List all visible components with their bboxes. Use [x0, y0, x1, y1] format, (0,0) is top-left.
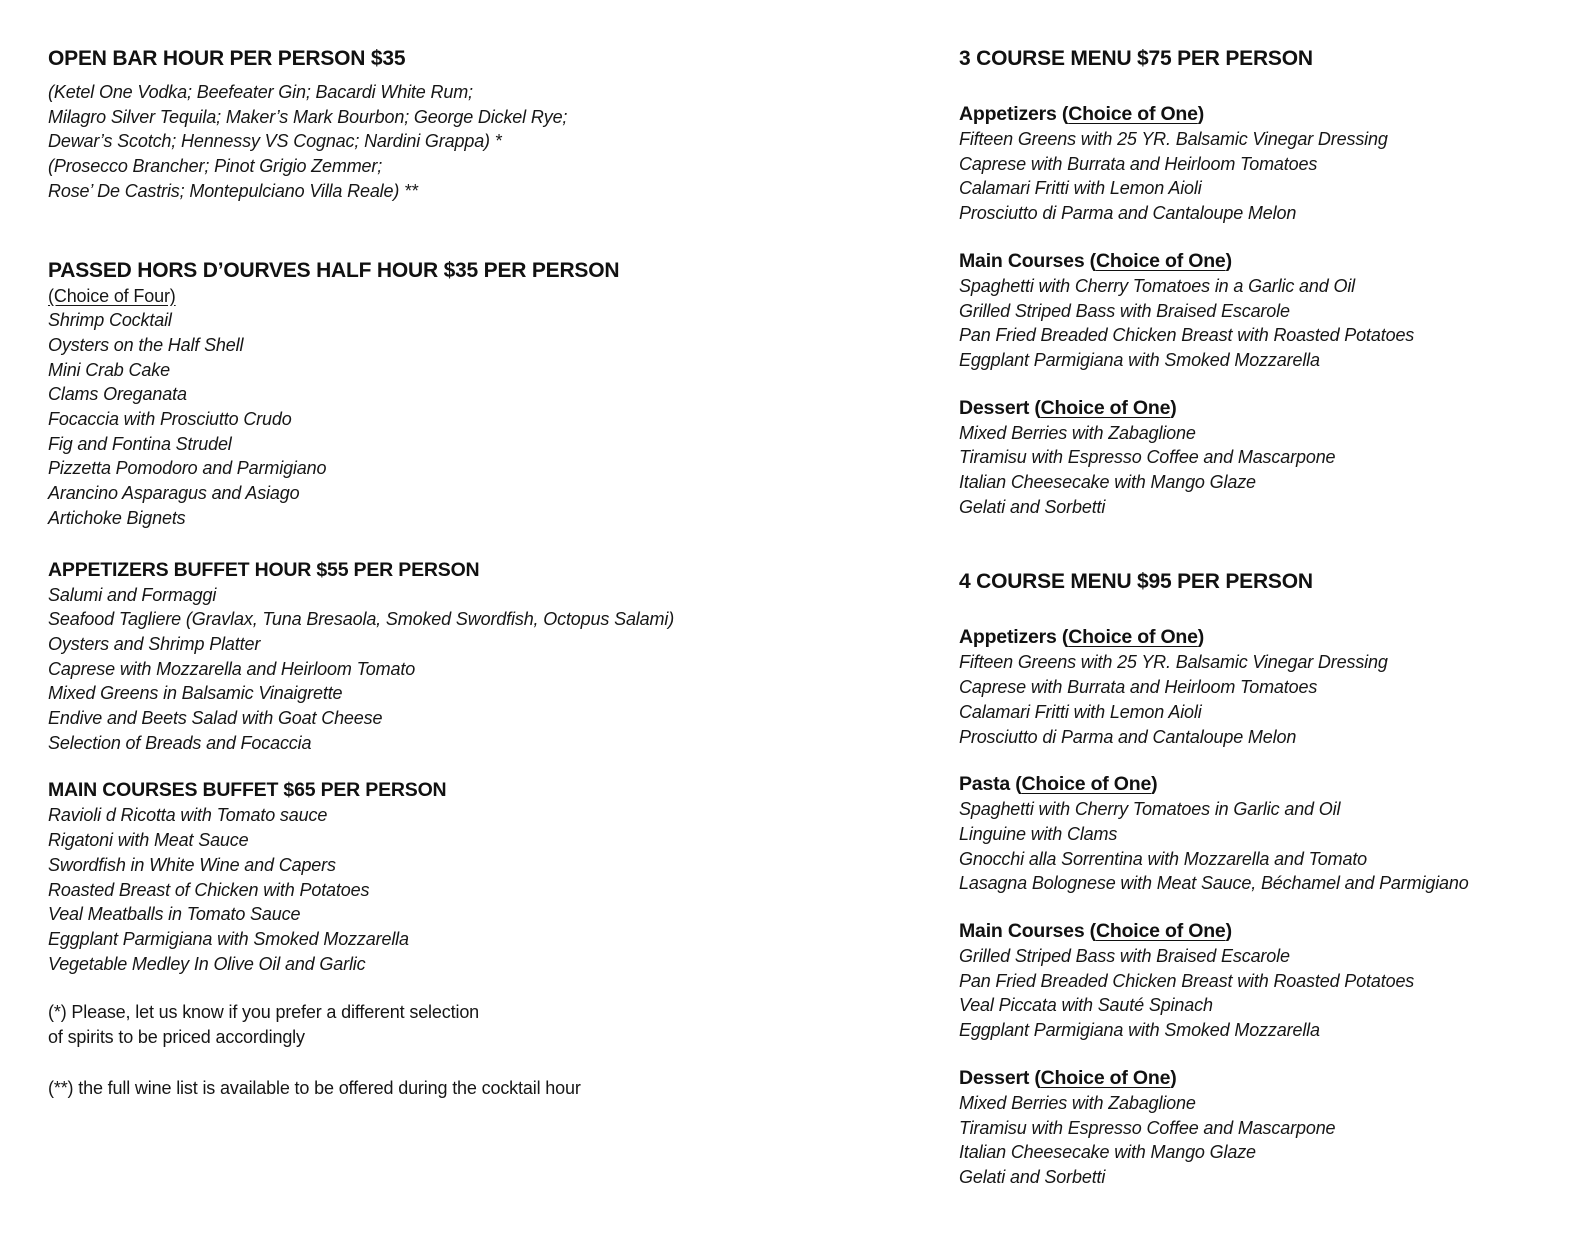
menu-item: Rigatoni with Meat Sauce	[48, 830, 249, 851]
main-courses-buffet-items	[48, 803, 928, 976]
course-pasta	[959, 771, 1559, 896]
course-items	[959, 797, 1559, 896]
menu-item: Eggplant Parmigiana with Smoked Mozzarella	[959, 1020, 1320, 1041]
menu-item: Mixed Berries with Zabaglione	[959, 1092, 1196, 1113]
course-title-suffix: )	[1151, 773, 1158, 796]
course-title-choice: Choice of One	[1021, 773, 1152, 796]
course-title-suffix: )	[1197, 626, 1205, 649]
course-title-prefix: Appetizers (	[959, 626, 1069, 649]
menu-item: Tiramisu with Espresso Coffee and Mascarpone	[959, 447, 1336, 468]
menu-item: Shrimp Cocktail	[48, 310, 172, 331]
footnote-line: (*) Please, let us know if you prefer a different selection	[48, 1002, 480, 1023]
menu-item: Gelati and Sorbetti	[959, 1166, 1106, 1187]
menu-item: Veal Meatballs in Tomato Sauce	[48, 904, 301, 925]
course-items	[959, 1091, 1559, 1190]
section-main-courses-buffet	[48, 777, 928, 976]
menu-item: Eggplant Parmigiana with Smoked Mozzarella	[959, 349, 1320, 370]
course-appetizers	[959, 101, 1559, 226]
course-title-prefix: Main Courses (	[959, 249, 1096, 272]
menu-item: Veal Piccata with Sauté Spinach	[959, 995, 1213, 1016]
menu-item: Mini Crab Cake	[48, 359, 170, 380]
three-course-menu-title: 3 COURSE MENU $75 PER PERSON	[959, 47, 1313, 70]
course-title-choice: Choice of One	[1040, 1066, 1171, 1089]
course-title-suffix: )	[1197, 103, 1205, 125]
menu-item: Calamari Fritti with Lemon Aioli	[959, 701, 1202, 722]
course-title-prefix: Dessert (	[959, 1066, 1041, 1089]
menu-item: Caprese with Mozzarella and Heirloom Tomato	[48, 658, 416, 679]
course-items	[959, 421, 1559, 520]
course-title-suffix: )	[1225, 249, 1232, 272]
menu-item: Prosciutto di Parma and Cantaloupe Melon	[959, 726, 1297, 747]
menu-item: Italian Cheesecake with Mango Glaze	[959, 472, 1256, 493]
course-appetizers	[959, 624, 1559, 749]
menu-item: Fifteen Greens with 25 YR. Balsamic Vinegar Dressing	[959, 652, 1388, 673]
course-title-choice: Choice of One	[1068, 103, 1198, 125]
section-3-course-menu	[959, 46, 1559, 519]
menu-item: Lasagna Bolognese with Meat Sauce, Béchamel and Parmigiano	[959, 873, 1469, 894]
menu-item: Spaghetti with Cherry Tomatoes in a Garlic and Oil	[959, 275, 1356, 296]
course-title-choice: Choice of One	[1040, 396, 1171, 419]
menu-item: Pan Fried Breaded Chicken Breast with Roasted Potatoes	[959, 970, 1415, 991]
passed-hors-choice-note: (Choice of Four)	[48, 285, 176, 306]
course-title-suffix: )	[1170, 1066, 1177, 1089]
course-items	[959, 944, 1559, 1043]
menu-item: Swordfish in White Wine and Capers	[48, 854, 336, 875]
menu-item: Pizzetta Pomodoro and Parmigiano	[48, 458, 327, 479]
course-title-prefix: Appetizers (	[959, 103, 1069, 125]
menu-item: Gnocchi alla Sorrentina with Mozzarella and Tomato	[959, 848, 1368, 869]
menu-item: Mixed Greens in Balsamic Vinaigrette	[48, 683, 343, 704]
menu-item: Fifteen Greens with 25 YR. Balsamic Vinegar Dressing	[959, 129, 1388, 149]
menu-item: Seafood Tagliere (Gravlax, Tuna Bresaola, Smoked Swordfish, Octopus Salami)	[48, 609, 675, 630]
course-main-courses	[959, 918, 1559, 1043]
course-title	[959, 918, 1559, 944]
course-items	[959, 650, 1559, 749]
course-title-suffix: )	[1225, 920, 1232, 943]
menu-item: Arancino Asparagus and Asiago	[48, 483, 300, 504]
menu-item: Italian Cheesecake with Mango Glaze	[959, 1142, 1256, 1163]
course-title-prefix: Main Courses (	[959, 920, 1096, 943]
course-title	[959, 101, 1559, 127]
course-title	[959, 248, 1559, 274]
course-title-choice: Choice of One	[1068, 626, 1198, 649]
course-title	[959, 771, 1559, 797]
appetizers-buffet-items	[48, 583, 928, 756]
menu-item: Tiramisu with Espresso Coffee and Mascarpone	[959, 1117, 1336, 1138]
menu-item: Clams Oreganata	[48, 384, 187, 405]
section-passed-hors	[48, 258, 928, 531]
footnote-spirits	[48, 1000, 928, 1049]
menu-item: Linguine with Clams	[959, 823, 1118, 844]
menu-item: Artichoke Bignets	[48, 507, 186, 528]
menu-item: Ravioli d Ricotta with Tomato sauce	[48, 805, 328, 826]
menu-item: Selection of Breads and Focaccia	[48, 732, 312, 753]
appetizers-buffet-title: APPETIZERS BUFFET HOUR $55 PER PERSON	[48, 558, 480, 581]
course-title	[959, 1065, 1559, 1091]
section-4-course-menu	[959, 569, 1559, 1189]
course-dessert	[959, 1065, 1559, 1190]
open-bar-lines	[48, 80, 928, 204]
menu-item: Focaccia with Prosciutto Crudo	[48, 409, 292, 430]
open-bar-line: Dewar’s Scotch; Hennessy VS Cognac; Nardini Grappa) *	[48, 131, 502, 152]
menu-item: Eggplant Parmigiana with Smoked Mozzarella	[48, 928, 409, 949]
right-column	[959, 46, 1559, 1190]
course-title-choice: Choice of One	[1095, 249, 1226, 272]
menu-item: Grilled Striped Bass with Braised Escarole	[959, 946, 1290, 967]
four-course-menu-title: 4 COURSE MENU $95 PER PERSON	[959, 570, 1313, 594]
menu-item: Pan Fried Breaded Chicken Breast with Roasted Potatoes	[959, 325, 1415, 346]
section-open-bar	[48, 46, 928, 204]
course-dessert	[959, 395, 1559, 520]
footnote-wine	[48, 1076, 928, 1101]
menu-item: Gelati and Sorbetti	[959, 496, 1106, 517]
main-courses-buffet-title: MAIN COURSES BUFFET $65 PER PERSON	[48, 779, 447, 802]
menu-item: Endive and Beets Salad with Goat Cheese	[48, 708, 383, 729]
menu-item: Oysters and Shrimp Platter	[48, 633, 261, 654]
menu-item: Caprese with Burrata and Heirloom Tomatoes	[959, 677, 1318, 698]
menu-item: Vegetable Medley In Olive Oil and Garlic	[48, 953, 366, 974]
course-title	[959, 624, 1559, 650]
menu-item: Oysters on the Half Shell	[48, 334, 244, 355]
course-title-choice: Choice of One	[1095, 920, 1226, 943]
menu-item: Grilled Striped Bass with Braised Escarole	[959, 300, 1290, 321]
passed-hors-title: PASSED HORS D’OURVES HALF HOUR $35 PER PERSON	[48, 258, 620, 282]
footnote-line: (**) the full wine list is available to be offered during the cocktail hour	[48, 1077, 581, 1098]
menu-item: Roasted Breast of Chicken with Potatoes	[48, 879, 370, 900]
menu-item: Spaghetti with Cherry Tomatoes in Garlic and Oil	[959, 799, 1341, 820]
passed-hors-items	[48, 308, 928, 530]
menu-item: Prosciutto di Parma and Cantaloupe Melon	[959, 203, 1297, 224]
open-bar-title: OPEN BAR HOUR PER PERSON $35	[48, 47, 406, 70]
left-column	[48, 46, 928, 1101]
section-appetizers-buffet	[48, 557, 928, 756]
course-main-courses	[959, 248, 1559, 373]
course-items	[959, 127, 1559, 226]
open-bar-line: (Ketel One Vodka; Beefeater Gin; Bacardi White Rum;	[48, 82, 473, 102]
course-items	[959, 274, 1559, 373]
menu-item: Caprese with Burrata and Heirloom Tomatoes	[959, 153, 1318, 174]
course-title-prefix: Pasta (	[959, 773, 1022, 796]
course-title	[959, 395, 1559, 421]
menu-item: Fig and Fontina Strudel	[48, 433, 232, 454]
open-bar-line: (Prosecco Brancher; Pinot Grigio Zemmer;	[48, 156, 383, 177]
menu-item: Calamari Fritti with Lemon Aioli	[959, 178, 1202, 199]
course-title-prefix: Dessert (	[959, 396, 1041, 419]
course-title-suffix: )	[1170, 396, 1177, 419]
menu-item: Mixed Berries with Zabaglione	[959, 422, 1196, 443]
footnote-spirits-lines	[48, 1000, 928, 1049]
open-bar-line: Milagro Silver Tequila; Maker’s Mark Bourbon; George Dickel Rye;	[48, 106, 568, 127]
footnote-line: of spirits to be priced accordingly	[48, 1027, 305, 1048]
open-bar-line: Rose’ De Castris; Montepulciano Villa Reale) **	[48, 180, 418, 201]
menu-item: Salumi and Formaggi	[48, 584, 217, 605]
